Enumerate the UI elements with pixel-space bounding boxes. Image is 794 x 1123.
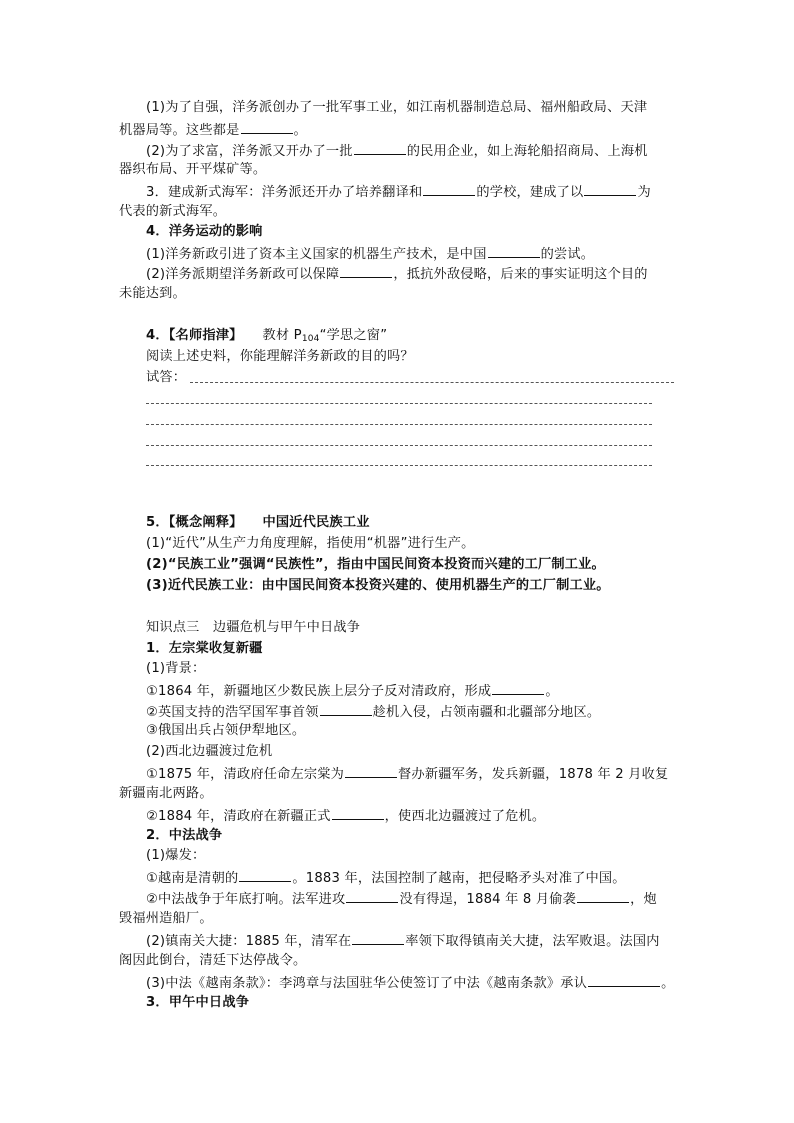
fill-blank[interactable] xyxy=(584,181,636,196)
fill-blank[interactable] xyxy=(346,888,398,903)
text-line: ①1864 年，新疆地区少数民族上层分子反对清政府，形成 。 xyxy=(146,680,559,702)
text-line: (1)洋务新政引进了资本主义国家的机器生产技术，是中国 的尝试。 xyxy=(146,243,594,265)
text-line: ③俄国出兵占领伊犁地区。 xyxy=(146,723,306,738)
fill-blank[interactable] xyxy=(320,701,372,716)
section-heading: 知识点三 边疆危机与甲午中日战争 xyxy=(146,620,361,635)
fill-blank[interactable] xyxy=(241,119,293,134)
text-line: (3)中法《越南条款》：李鸿章与法国驻华公使签订了中法《越南条款》承认 。 xyxy=(146,972,674,994)
text-line: (2)为了求富，洋务派又开办了一批 的民用企业，如上海轮船招商局、上海机 xyxy=(146,140,648,162)
text-line: ①1875 年，清政府任命左宗棠为 督办新疆军务，发兵新疆，1878 年 2 月收复 xyxy=(146,763,668,785)
text-line: (2)“民族工业”强调“民族性”，指由中国民间资本投资而兴建的工厂制工业。 xyxy=(146,557,605,572)
fill-blank[interactable] xyxy=(354,140,406,155)
text-line: (3)近代民族工业：由中国民间资本投资兴建的、使用机器生产的工厂制工业。 xyxy=(146,578,610,593)
answer-line[interactable] xyxy=(190,382,674,383)
answer-line[interactable] xyxy=(146,403,652,404)
text-line: 代表的新式海军。 xyxy=(119,204,227,219)
text-line: 机器局等。这些都是 。 xyxy=(119,119,307,141)
text-line: (2)镇南关大捷：1885 年，清军在 率领下取得镇南关大捷，法军败退。法国内 xyxy=(146,930,660,952)
text-line: 器织布局、开平煤矿等。 xyxy=(119,162,267,177)
text-line: 阁因此倒台，清廷下达停战令。 xyxy=(119,953,307,968)
text-line: (1)为了自强，洋务派创办了一批军事工业，如江南机器制造总局、福州船政局、天津 xyxy=(146,100,648,115)
text-line: (1)“近代”从生产力角度理解，指使用“机器”进行生产。 xyxy=(146,536,475,551)
text-line: ②英国支持的浩罕国军事首领 趁机入侵，占领南疆和北疆部分地区。 xyxy=(146,701,600,723)
answer-line[interactable] xyxy=(146,465,652,466)
fill-blank[interactable] xyxy=(423,181,475,196)
fill-blank[interactable] xyxy=(492,680,544,695)
fill-blank[interactable] xyxy=(332,805,384,820)
answer-label: 试答： xyxy=(146,370,187,385)
text-line: ②中法战争于年底打响。法军进攻 没有得逞，1884 年 8 月偷袭 ，炮 xyxy=(146,888,657,910)
text-line: (1)背景： xyxy=(146,661,206,676)
text-line: 新疆南北两路。 xyxy=(119,786,213,801)
text-line: (2)西北边疆渡过危机 xyxy=(146,744,273,759)
sub-heading: 4．洋务运动的影响 xyxy=(146,224,263,239)
text-line: 未能达到。 xyxy=(119,286,186,301)
text-line: (1)爆发： xyxy=(146,848,206,863)
fill-blank[interactable] xyxy=(588,972,660,987)
text-line: 3．建成新式海军：洋务派还开办了培养翻译和 的学校，建成了以 为 xyxy=(146,181,651,203)
text-line: 毁福州造船厂。 xyxy=(119,911,213,926)
fill-blank[interactable] xyxy=(488,243,540,258)
sub-heading: 3．甲午中日战争 xyxy=(146,995,250,1010)
fill-blank[interactable] xyxy=(345,763,397,778)
question: 阅读上述史料，你能理解洋务新政的目的吗？ xyxy=(146,349,414,364)
sub-heading: 1．左宗棠收复新疆 xyxy=(146,641,263,656)
text-line: ①越南是清朝的 。1883 年，法国控制了越南，把侵略矛头对准了中国。 xyxy=(146,867,626,889)
text-line: (2)洋务派期望洋务新政可以保障 ，抵抗外敌侵略，后来的事实证明这个目的 xyxy=(146,263,648,285)
answer-line[interactable] xyxy=(146,445,652,446)
fill-blank[interactable] xyxy=(239,867,291,882)
fill-blank[interactable] xyxy=(340,263,392,278)
sub-heading: 2．中法战争 xyxy=(146,828,223,843)
fill-blank[interactable] xyxy=(352,930,404,945)
concept-header: 5．【概念阐释】 中国近代民族工业 xyxy=(146,515,370,530)
text-line: ②1884 年，清政府在新疆正式 ，使西北边疆渡过了危机。 xyxy=(146,805,545,827)
answer-line[interactable] xyxy=(146,424,652,425)
tip-header: 4．【名师指津】 教材 $P_{104}“$学思之窗” xyxy=(146,328,388,344)
fill-blank[interactable] xyxy=(577,888,629,903)
